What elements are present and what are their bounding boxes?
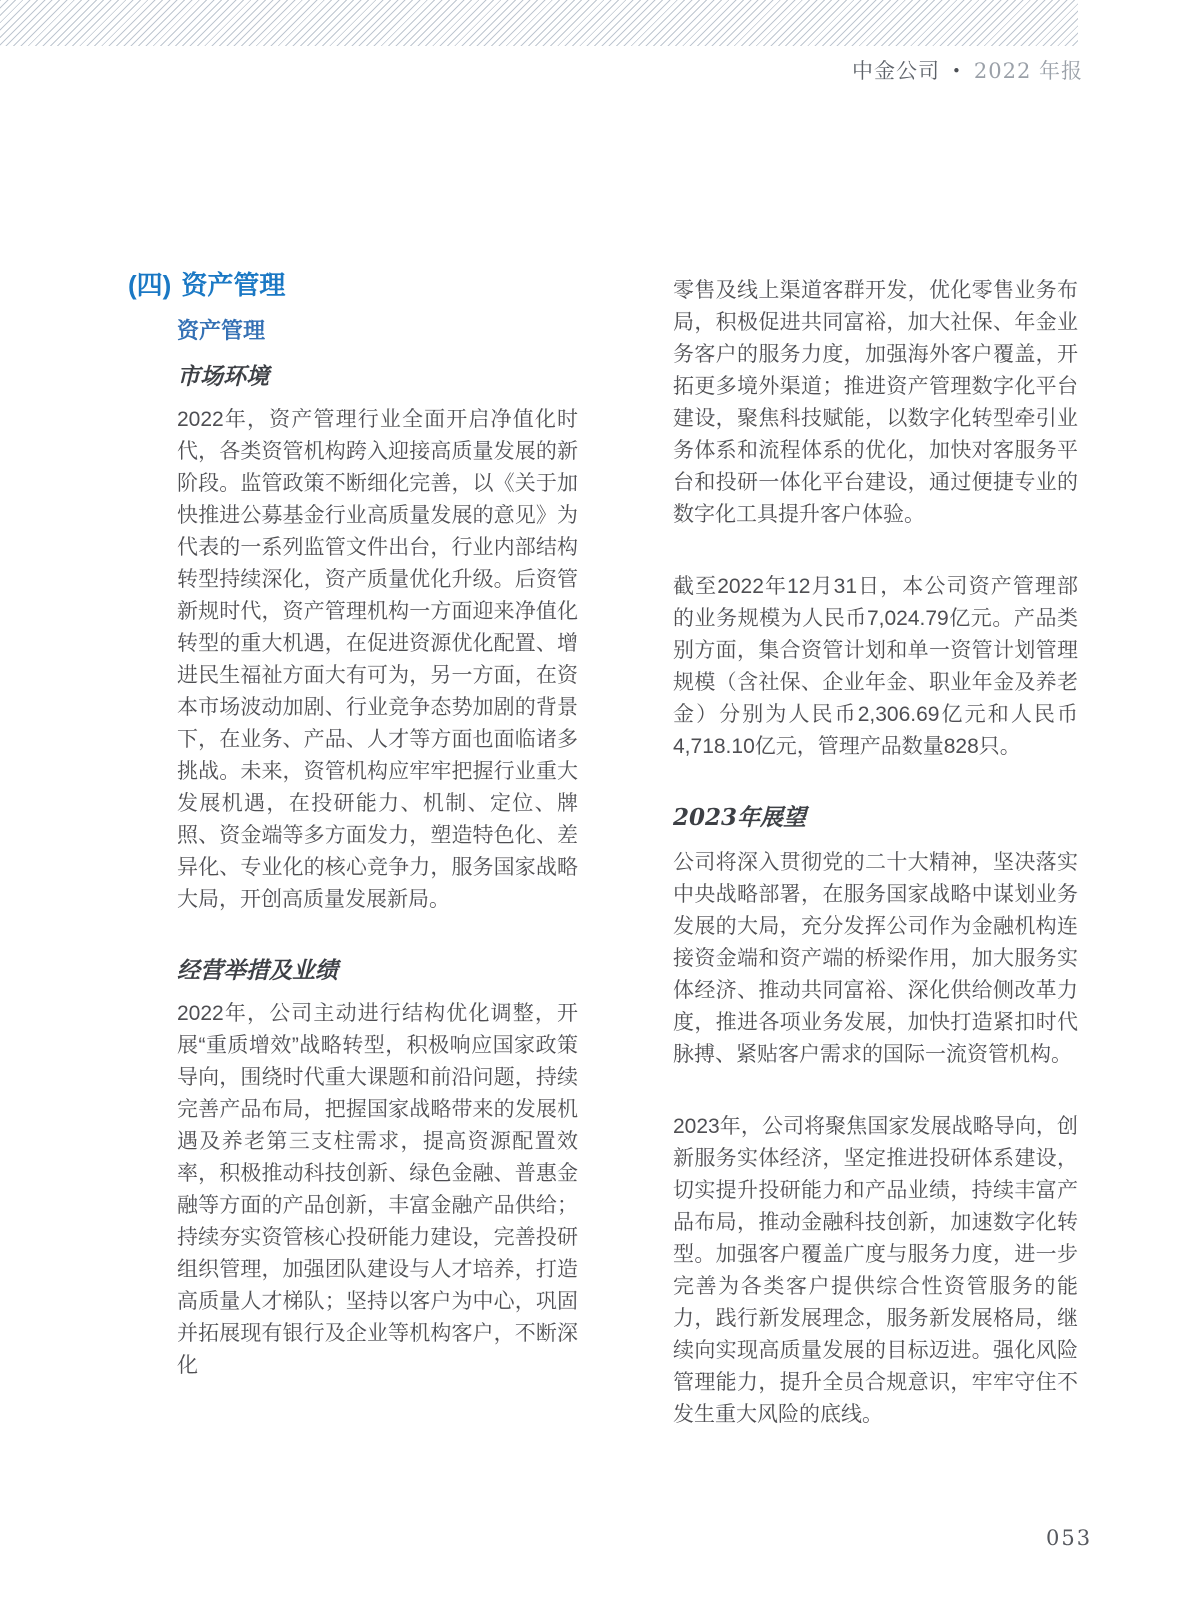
header-company-name: 中金公司	[852, 59, 941, 83]
running-header	[852, 58, 1083, 84]
subsection-heading: 资产管理	[177, 318, 266, 343]
section-title: 资产管理	[181, 270, 286, 300]
page-number: 053	[1046, 1526, 1093, 1550]
operations-paragraph: 2022年，公司主动进行结构优化调整，开展“重质增效”战略转型，积极响应国家政策导向，围绕时代重大课题和前沿问题，持续完善产品布局，把握国家战略带来的发展机遇及养老第三支柱需求，提高资源配置效率，积极推动科技创新、绿色金融、普惠金融等方面的产品创新，丰富金融产品供给；持续夯实资管核心投研能力建设，完善投研组织管理，加强团队建设与人才培养，打造高质量人才梯队；坚持以客户为中心，巩固并拓展现有银行及企业等机构客户，不断深化	[177, 1002, 578, 1377]
left-column	[128, 268, 578, 1422]
header-separator-dot: •	[952, 62, 962, 80]
header-edition-label: 2022 年报	[973, 59, 1083, 83]
outlook-heading: 2023年展望	[673, 804, 807, 831]
business-scale-paragraph: 截至2022年12月31日，本公司资产管理部的业务规模为人民币7,024.79亿元。产品类别方面，集合资管计划和单一资管计划管理规模（含社保、企业年金、职业年金及养老金）分别为人民币2,306.69亿元和人民币4,718.10亿元，管理产品数量828只。	[673, 575, 1078, 758]
operations-continuation-paragraph: 零售及线上渠道客群开发，优化零售业务布局，积极促进共同富裕，加大社保、年金业务客户的服务力度，加强海外客户覆盖，开拓更多境外渠道；推进资产管理数字化平台建设，聚焦科技赋能，以数字化转型牵引业务体系和流程体系的优化，加快对客服务平台和投研一体化平台建设，通过便捷专业的数字化工具提升客户体验。	[673, 279, 1078, 526]
outlook-paragraph-2: 2023年，公司将聚焦国家发展战略导向，创新服务实体经济，坚定推进投研体系建设，切实提升投研能力和产品业绩，持续丰富产品布局，推动金融科技创新，加速数字化转型。加强客户覆盖广度与服务力度，进一步完善为各类客户提供综合性资管服务的能力，践行新发展理念，服务新发展格局，继续向实现高质量发展的目标迈进。强化风险管理能力，提升全员合规意识，牢牢守住不发生重大风险的底线。	[673, 1115, 1078, 1426]
market-environment-paragraph: 2022年，资产管理行业全面开启净值化时代，各类资管机构跨入迎接高质量发展的新阶段。监管政策不断细化完善，以《关于加快推进公募基金行业高质量发展的意见》为代表的一系列监管文件出台，行业内部结构转型持续深化，资产质量优化升级。后资管新规时代，资产管理机构一方面迎来净值化转型的重大机遇，在促进资源优化配置、增进民生福祉方面大有可为，另一方面，在资本市场波动加剧、行业竞争态势加剧的背景下，在业务、产品、人才等方面也面临诸多挑战。未来，资管机构应牢牢把握行业重大发展机遇，在投研能力、机制、定位、牌照、资金端等多方面发力，塑造特色化、差异化、专业化的核心竞争力，服务国家战略大局，开创高质量发展新局。	[177, 408, 578, 911]
market-environment-heading: 市场环境	[177, 363, 269, 390]
section-heading	[128, 268, 578, 302]
right-column	[673, 275, 1078, 1471]
outlook-paragraph-1: 公司将深入贯彻党的二十大精神，坚决落实中央战略部署，在服务国家战略中谋划业务发展的大局，充分发挥公司作为金融机构连接资金端和资产端的桥梁作用，加大服务实体经济、推动共同富裕、深化供给侧改革力度，推进各项业务发展，加快打造紧扣时代脉搏、紧贴客户需求的国际一流资管机构。	[673, 851, 1078, 1066]
operations-heading: 经营举措及业绩	[177, 957, 338, 984]
section-number: (四)	[128, 270, 172, 300]
hatch-pattern-band	[0, 0, 1078, 46]
